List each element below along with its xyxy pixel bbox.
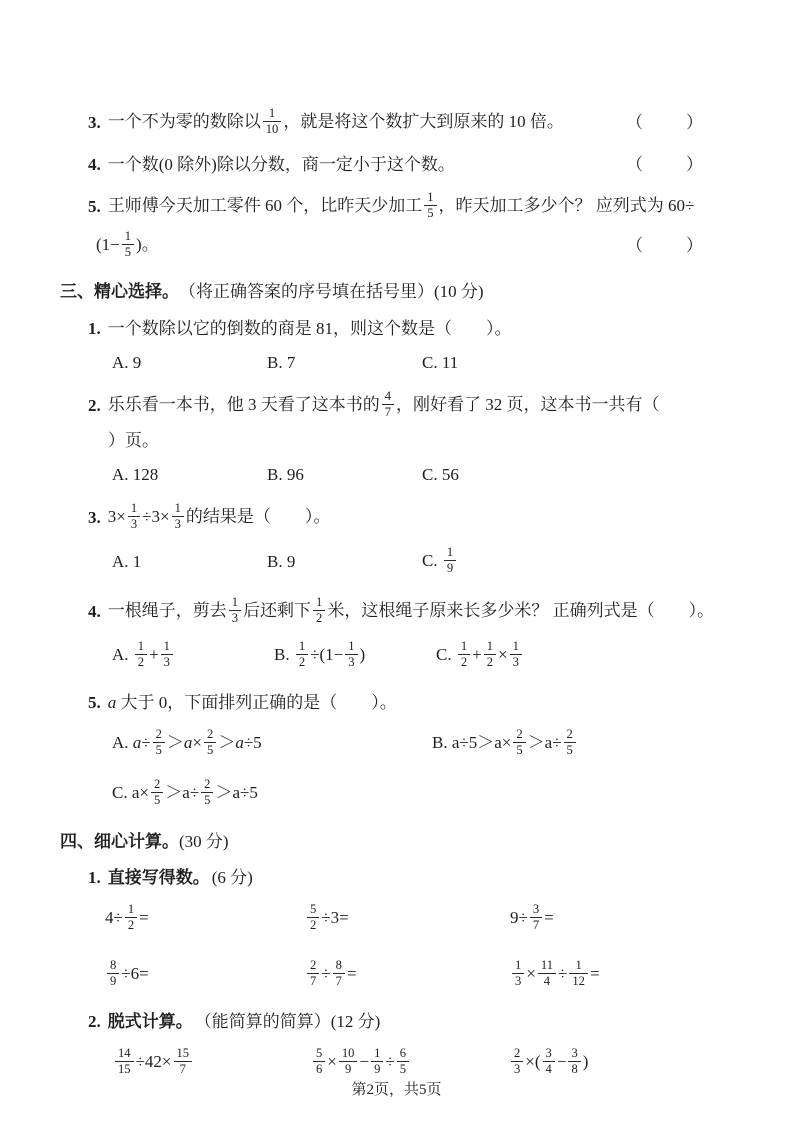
answer-bracket: （ ） [626,235,706,255]
fraction: $\frac{1}{2}$ [313,595,325,626]
fraction: $\frac{1}{5}$ [122,229,134,260]
question-3 [88,500,706,584]
question-number: 3. [88,507,101,527]
question-stem: 一个数除以它的倒数的商是 81，则这个数是（ ）。 [107,318,512,338]
fraction: $\frac{2}{5}$ [513,727,525,758]
calc-expression: $\frac{5}{6}$ × $\frac{10}{9}$ − $\frac{1}{9}$ ÷ $\frac{6}{5}$ [311,1048,509,1079]
question-2 [88,388,706,490]
fraction: $\frac{1}{3}$ [172,501,184,532]
question-stem: 3× $\frac{1}{3}$ ÷3× $\frac{1}{3}$ 的结果是（ ）。 [107,500,331,531]
subsection-number: 2. [88,1011,101,1031]
option-b: B. 96 [267,464,304,484]
fraction: $\frac{14}{15}$ [115,1046,134,1077]
option-c: C. 56 [422,464,459,484]
fraction: $\frac{2}{5}$ [153,727,165,758]
calculation-section [60,828,706,1086]
fraction: $\frac{1}{2}$ [484,639,496,670]
fraction: $\frac{3}{7}$ [530,902,542,933]
fraction: $\frac{2}{3}$ [511,1046,523,1077]
fraction: $\frac{11}{4}$ [538,958,556,989]
option-c: C. a× $\frac{2}{5}$ ＞a÷ $\frac{2}{5}$ ＞a÷5 [112,776,258,807]
fraction: $\frac{2}{5}$ [201,777,213,808]
question-stem: a 大于 0，下面排列正确的是（ ）。 [107,692,397,712]
fraction: $\frac{1}{3}$ [128,501,140,532]
section-4-header [60,828,706,856]
fraction: $\frac{1}{2}$ [135,639,147,670]
fraction: $\frac{5}{2}$ [307,902,319,933]
subsection-1-title [88,864,706,892]
judge-item-3 [88,104,706,142]
section-3-header [60,278,706,306]
fraction: $\frac{6}{5}$ [397,1046,409,1077]
option-a: A. 128 [112,464,159,484]
subsection-number: 1. [88,867,101,887]
fraction: $\frac{2}{5}$ [151,777,163,808]
item-number: 3. [88,112,101,132]
item-text-continued: (1− $\frac{1}{5}$ )。 [96,228,159,259]
options-row [112,722,706,766]
fraction: $\frac{1}{5}$ [424,190,436,221]
fraction: $\frac{2}{5}$ [204,727,216,758]
fraction: $\frac{1}{3}$ [161,639,173,670]
fraction: $\frac{1}{3}$ [512,958,524,989]
answer-bracket: （ ） [626,154,706,174]
option-a: A. 9 [112,352,142,372]
judge-section [60,104,706,266]
section-subtitle: （将正确答案的序号填在括号里）(10 分) [179,281,484,301]
option-a: A. a÷ $\frac{2}{5}$ ＞a× $\frac{2}{5}$ ＞a÷5 [112,726,262,757]
calc-expression: $\frac{2}{7}$ ÷ $\frac{8}{7}$ = [305,960,510,991]
subsection-label: 脱式计算。 [107,1011,193,1031]
item-text: 一个不为零的数除以 $\frac{1}{10}$ ，就是将这个数扩大到原来的 10 倍。 [107,105,564,136]
fraction: $\frac{1}{2}$ [125,902,137,933]
calc-expression: $\frac{2}{3}$ ×( $\frac{3}{4}$ − $\frac{3}{8}$ ) [509,1048,588,1079]
fraction: $\frac{8}{9}$ [107,958,119,989]
section-subtitle: (30 分) [179,831,229,851]
calc-expression: $\frac{1}{3}$ × $\frac{11}{4}$ ÷ $\frac{1}{12}$ = [510,960,600,991]
question-number: 2. [88,395,101,415]
option-c: C. 11 [422,352,459,372]
fraction: $\frac{8}{7}$ [333,958,345,989]
fraction: $\frac{1}{2}$ [458,639,470,670]
fraction: $\frac{1}{3}$ [229,595,241,626]
fraction: $\frac{1}{9}$ [371,1046,383,1077]
fraction: $\frac{3}{4}$ [543,1046,555,1077]
option-a: A. 1 [112,551,142,571]
fraction: $\frac{1}{3}$ [510,639,522,670]
subsection-2-title [88,1008,706,1036]
calc-expression: $\frac{5}{2}$ ÷3= [305,904,510,935]
option-b: B. a÷5＞a× $\frac{2}{5}$ ＞a÷ $\frac{2}{5}$ [432,729,578,760]
options-row [112,540,706,584]
fraction: $\frac{10}{9}$ [339,1046,358,1077]
option-a: A. $\frac{1}{2}$ + $\frac{1}{3}$ [112,641,274,672]
fraction: $\frac{4}{7}$ [382,389,394,420]
option-c: C. $\frac{1}{9}$ [422,547,458,578]
options-row [112,460,706,490]
options-row [112,634,706,678]
question-1 [88,314,706,378]
fraction: $\frac{15}{7}$ [174,1046,193,1077]
section-title: 三、精心选择。 [60,281,179,301]
item-text: 王师傅今天加工零件 60 个，比昨天少加工 $\frac{1}{5}$ ，昨天加工多少个？ 应列式为 60÷ [107,189,695,220]
options-row [112,772,706,816]
judge-item-5 [88,188,706,266]
section-title: 四、细心计算。 [60,831,179,851]
judge-item-4 [88,150,706,180]
question-number: 5. [88,692,101,712]
question-number: 4. [88,601,101,621]
question-number: 1. [88,318,101,338]
question-stem-continued: ）页。 [108,430,159,450]
calc-expression: 4÷ $\frac{1}{2}$ = [105,901,149,932]
fraction: $\frac{5}{6}$ [313,1046,325,1077]
question-5 [88,688,706,816]
direct-calc-row-1 [105,896,706,942]
subsection-score: (6 分) [211,867,253,887]
options-row [112,348,706,378]
calc-expression: $\frac{14}{15}$ ÷42× $\frac{15}{7}$ [113,1048,311,1079]
fraction: $\frac{3}{8}$ [568,1046,580,1077]
subsection-score: （能简算的简算）(12 分) [194,1011,381,1031]
question-stem: 乐乐看一本书，他 3 天看了这本书的 $\frac{4}{7}$ ，刚好看了 32 页，这本书一共有（ [107,388,660,419]
direct-calc-row-2 [105,952,706,998]
fraction: $\frac{1}{3}$ [345,639,357,670]
subsection-label: 直接写得数。 [107,867,210,887]
option-c: C. $\frac{1}{2}$ + $\frac{1}{2}$ × $\frac{1}{3}$ [436,641,598,672]
item-text: 一个数(0 除外)除以分数，商一定小于这个数。 [107,154,455,174]
choice-section [60,278,715,816]
option-b: B. 9 [267,551,296,571]
calc-expression: 9÷ $\frac{3}{7}$ = [510,901,554,932]
fraction: $\frac{2}{5}$ [564,727,576,758]
question-4 [88,594,715,678]
page-footer: 第2页，共5页 [351,1082,442,1099]
option-b: B. $\frac{1}{2}$ ÷(1− $\frac{1}{3}$ ) [274,638,366,669]
fraction: $\frac{1}{2}$ [296,639,308,670]
item-number: 4. [88,154,101,174]
fraction: $\frac{2}{7}$ [307,958,319,989]
item-number: 5. [88,196,101,216]
answer-bracket: （ ） [626,112,706,132]
fraction: $\frac{1}{9}$ [444,545,456,576]
stepwise-calc-row [105,1040,706,1086]
question-stem: 一根绳子，剪去 $\frac{1}{3}$ 后还剩下 $\frac{1}{2}$ 米，这根绳子原来长多少米？ 正确列式是（ ）。 [107,594,715,625]
fraction: $\frac{1}{12}$ [569,958,588,989]
option-b: B. 7 [267,352,296,372]
calc-expression: $\frac{8}{9}$ ÷6= [105,960,305,991]
fraction: $\frac{1}{10}$ [263,106,282,137]
